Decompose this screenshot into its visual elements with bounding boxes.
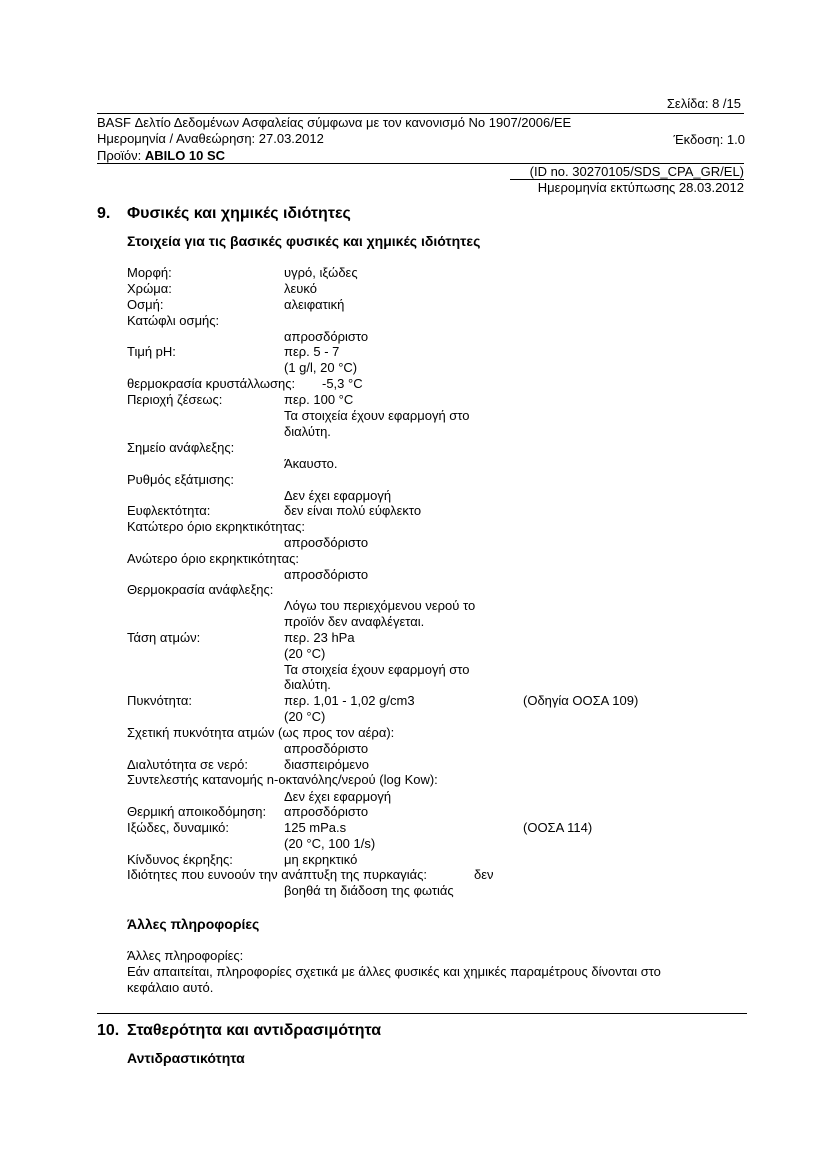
prop-label-explosion-hazard: Κίνδυνος έκρηξης: [127, 852, 233, 867]
product-line [97, 148, 225, 164]
prop-value-upper-explosion: απροσδόριστο [284, 567, 369, 582]
prop-value-lower-explosion: απροσδόριστο [284, 535, 369, 550]
prop-value-evaporation: Δεν έχει εφαρμογή [284, 488, 392, 503]
prop-label-odour-threshold: Κατώφλι οσμής: [127, 313, 220, 328]
other-info-heading: Άλλες πληροφορίες [127, 916, 260, 932]
page-number: Σελίδα: 8 /15 [666, 96, 741, 111]
prop-label-partition-coefficient: Συντελεστής κατανομής n-οκτανόλης/νερού (log Kow): [127, 772, 438, 787]
prop-value-fire-promoting-2: βοηθά τη διάδοση της φωτιάς [284, 883, 454, 898]
prop-note-density: (Οδηγία ΟΟΣΑ 109) [523, 693, 639, 708]
section-10-title: Σταθερότητα και αντιδρασιμότητα [127, 1022, 382, 1039]
prop-value-colour: λευκό [284, 281, 317, 296]
section-10-number: 10. [97, 1022, 120, 1039]
prop-label-boiling-range: Περιοχή ζέσεως: [127, 392, 223, 407]
prop-value-boiling-range: περ. 100 °C [284, 392, 354, 407]
prop-value-form: υγρό, ιξώδες [284, 265, 358, 280]
prop-label-flammability: Ευφλεκτότητα: [127, 503, 211, 518]
prop-label-viscosity: Ιξώδες, δυναμικό: [127, 820, 230, 835]
section-divider [97, 1013, 747, 1014]
prop-label-decomposition: Θερμική αποικοδόμηση: [127, 804, 267, 819]
prop-label-vapour-density: Σχετική πυκνότητα ατμών (ως προς τον αέρα): [127, 725, 395, 740]
prop-value-decomposition: απροσδόριστο [284, 804, 369, 819]
prop-label-fire-promoting: Ιδιότητες που ευνοούν την ανάπτυξη της πυρκαγιάς: [127, 867, 428, 882]
prop-label-flash-point: Σημείο ανάφλεξης: [127, 440, 235, 455]
prop-label-lower-explosion: Κατώτερο όριο εκρηκτικότητας: [127, 519, 306, 534]
prop-value-partition-coefficient: Δεν έχει εφαρμογή [284, 789, 392, 804]
prop-value-ignition-temp-1: Λόγω του περιεχόμενου νερού το [284, 598, 476, 613]
prop-value-odour: αλειφατική [284, 297, 345, 312]
prop-value-odour-threshold: απροσδόριστο [284, 329, 369, 344]
print-date: Ημερομηνία εκτύπωσης 28.03.2012 [537, 180, 744, 195]
section-10-subtitle: Αντιδραστικότητα [127, 1050, 245, 1066]
prop-value-density: περ. 1,01 - 1,02 g/cm3 [284, 693, 415, 708]
prop-value-vapour-density: απροσδόριστο [284, 741, 369, 756]
prop-label-evaporation: Ρυθμός εξάτμισης: [127, 472, 235, 487]
prop-label-colour: Χρώμα: [127, 281, 172, 296]
revision-date: Ημερομηνία / Αναθεώρηση: 27.03.2012 [97, 131, 324, 146]
prop-label-vapour-pressure: Τάση ατμών: [127, 630, 201, 645]
header-top-rule [97, 113, 744, 114]
prop-value-density-temp: (20 °C) [284, 709, 326, 724]
prop-label-density: Πυκνότητα: [127, 693, 192, 708]
prop-value-boiling-note-2: διαλύτη. [284, 424, 331, 439]
prop-value-water-solubility: διασπειρόμενο [284, 757, 369, 772]
document-title: BASF Δελτίο Δεδομένων Ασφαλείας σύμφωνα με τον κανονισμό Νο 1907/2006/ΕΕ [97, 115, 572, 130]
product-label: Προϊόν: [97, 148, 142, 163]
other-info-label: Άλλες πληροφορίες: [127, 948, 244, 963]
prop-label-water-solubility: Διαλυτότητα σε νερό: [127, 757, 248, 772]
prop-value-flammability: δεν είναι πολύ εύφλεκτο [284, 503, 422, 518]
prop-value-viscosity-conditions: (20 °C, 100 1/s) [284, 836, 376, 851]
prop-value-viscosity: 125 mPa.s [284, 820, 347, 835]
prop-label-ph: Τιμή pH: [127, 344, 176, 359]
prop-note-viscosity: (ΟΟΣΑ 114) [523, 820, 593, 835]
prop-label-odour: Οσμή: [127, 297, 164, 312]
prop-label-ignition-temp: Θερμοκρασία ανάφλεξης: [127, 582, 274, 597]
version: Έκδοση: 1.0 [673, 132, 745, 147]
prop-label-form: Μορφή: [127, 265, 172, 280]
section-9-title: Φυσικές και χημικές ιδιότητες [127, 205, 351, 222]
product-name: ABILO 10 SC [144, 148, 226, 163]
prop-value-ph: περ. 5 - 7 [284, 344, 340, 359]
section-9-subtitle: Στοιχεία για τις βασικές φυσικές και χημικές ιδιότητες [127, 233, 481, 249]
prop-value-fire-promoting-1: δεν [474, 867, 494, 882]
id-number: (ID no. 30270105/SDS_CPA_GR/EL) [529, 164, 744, 179]
prop-value-vapour-pressure-temp: (20 °C) [284, 646, 326, 661]
section-9-number: 9. [97, 205, 111, 222]
prop-value-crystallization: -5,3 °C [322, 376, 363, 391]
prop-label-crystallization: θερμοκρασία κρυστάλλωσης: [127, 376, 296, 391]
prop-value-explosion-hazard: μη εκρηκτικό [284, 852, 358, 867]
prop-value-vapour-pressure-note-1: Τα στοιχεία έχουν εφαρμογή στο [284, 662, 470, 677]
prop-value-ignition-temp-2: προϊόν δεν αναφλέγεται. [284, 614, 425, 629]
prop-value-boiling-note-1: Τα στοιχεία έχουν εφαρμογή στο [284, 408, 470, 423]
prop-label-upper-explosion: Ανώτερο όριο εκρηκτικότητας: [127, 551, 299, 566]
prop-value-ph-conditions: (1 g/l, 20 °C) [284, 360, 358, 375]
other-info-text-1: Εάν απαιτείται, πληροφορίες σχετικά με άλλες φυσικές και χημικές παραμέτρους δίνονται στο [127, 964, 661, 979]
prop-value-flash-point: Άκαυστο. [284, 456, 338, 471]
other-info-text-2: κεφάλαιο αυτό. [127, 980, 214, 995]
prop-value-vapour-pressure: περ. 23 hPa [284, 630, 355, 645]
prop-value-vapour-pressure-note-2: διαλύτη. [284, 677, 331, 692]
